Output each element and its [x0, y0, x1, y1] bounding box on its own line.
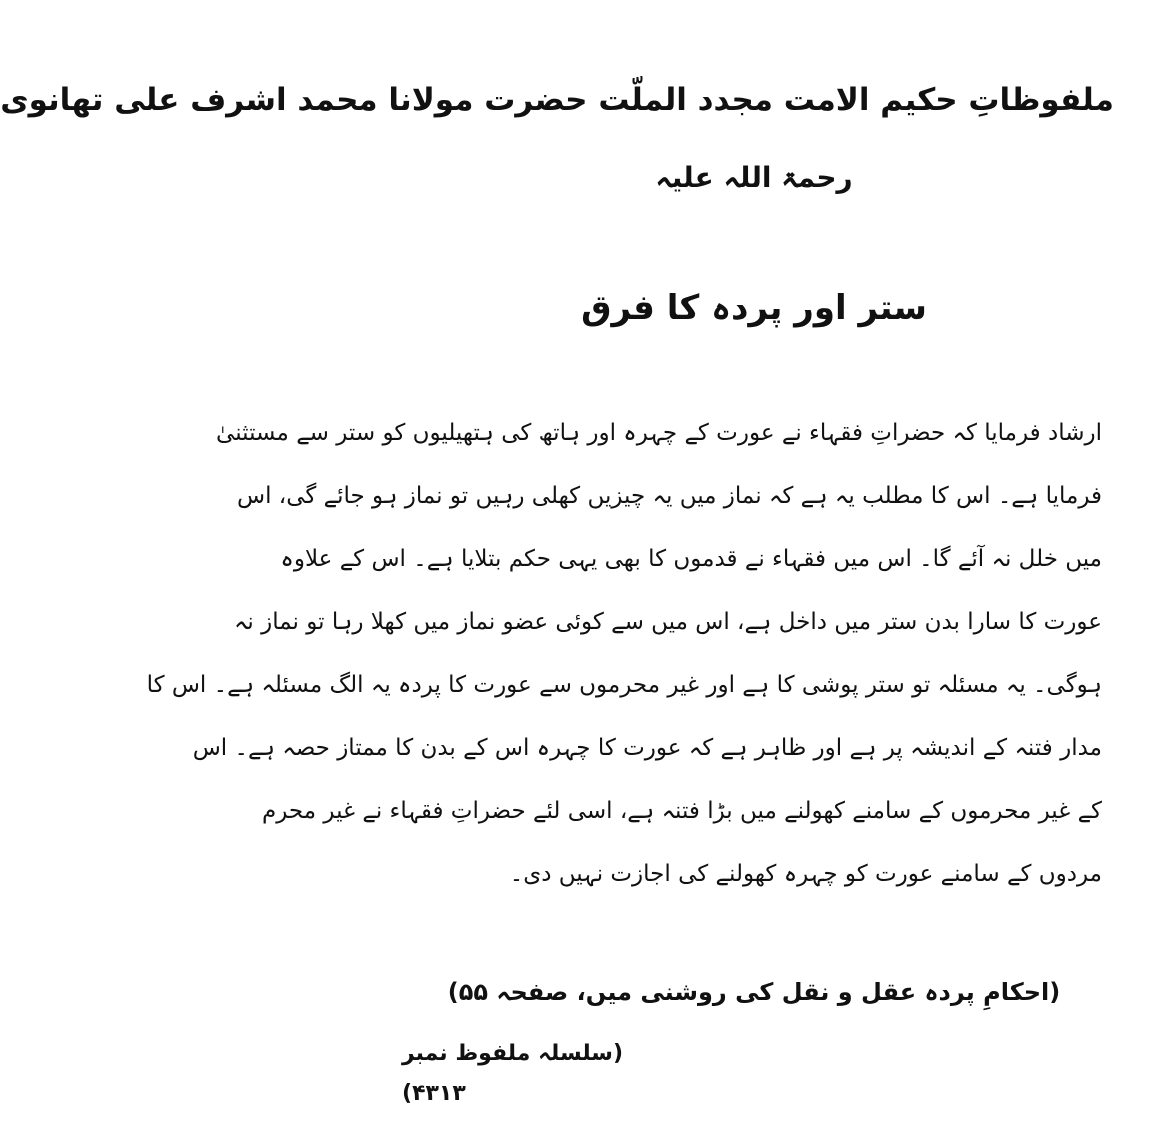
body-line: مدار فتنہ کے اندیشہ پر ہے اور ظاہر ہے کہ عورت کا چہرہ اس کے بدن کا ممتاز حصہ ہے۔ اس	[192, 735, 1102, 761]
body-line: فرمایا ہے۔ اس کا مطلب یہ ہے کہ نماز میں یہ چیزیں کھلی رہیں تو نماز ہو جائے گی، اس	[237, 483, 1102, 509]
body-paragraph	[146, 408, 1102, 912]
page-subtitle: رحمۃ اللہ علیہ	[655, 161, 853, 194]
series-number: (سلسلہ ملفوظ نمبر ۴۳۱۳)	[402, 1041, 623, 1106]
body-line: میں خلل نہ آئے گا۔ اس میں فقہاء نے قدموں کا بھی یہی حکم بتلایا ہے۔ اس کے علاوہ	[280, 546, 1102, 572]
body-line: کے غیر محرموں کے سامنے کھولنے میں بڑا فتنہ ہے، اسی لئے حضراتِ فقہاء نے غیر محرم	[261, 798, 1102, 824]
body-line: مردوں کے سامنے عورت کو چہرہ کھولنے کی اجازت نہیں دی۔	[509, 861, 1102, 887]
body-line: ہوگی۔ یہ مسئلہ تو ستر پوشی کا ہے اور غیر محرموں سے عورت کا پردہ یہ الگ مسئلہ ہے۔ اس کا	[146, 672, 1102, 698]
body-line: ارشاد فرمایا کہ حضراتِ فقہاء نے عورت کے چہرہ اور ہاتھ کی ہتھیلیوں کو ستر سے مستثنیٰ	[216, 420, 1102, 446]
section-heading: ستر اور پردہ کا فرق	[581, 288, 927, 328]
page-title: ملفوظاتِ حکیم الامت مجدد الملّت حضرت مولانا محمد اشرف علی تھانوی	[0, 82, 1114, 118]
body-line: عورت کا سارا بدن ستر میں داخل ہے، اس میں سے کوئی عضو نماز میں کھلا رہا تو نماز نہ	[233, 609, 1102, 635]
source-reference: (احکامِ پردہ عقل و نقل کی روشنی میں، صفحہ ۵۵)	[447, 978, 1061, 1006]
